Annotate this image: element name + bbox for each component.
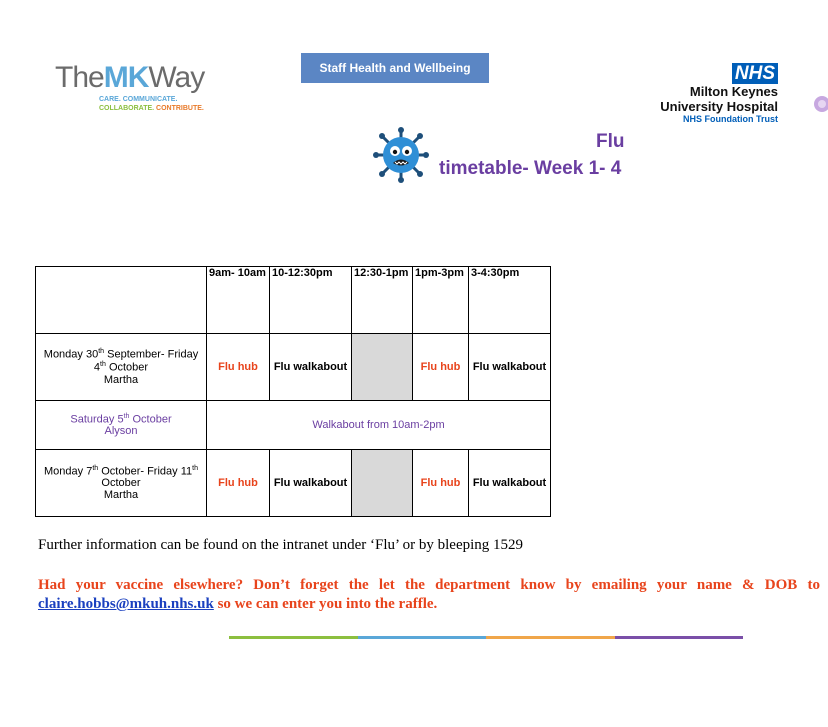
title-line-2: timetable- Week 1- 4 <box>439 158 622 179</box>
slot-cell: Flu walkabout <box>469 334 551 401</box>
header-cell: 3-4:30pm <box>469 267 551 334</box>
further-info-text: Further information can be found on the intranet under ‘Flu’ or by bleeping 1529 <box>38 537 524 553</box>
staff-name: Martha <box>103 489 139 502</box>
table-row <box>36 334 551 401</box>
nhs-badge: NHS <box>732 63 778 84</box>
mkway-logo <box>55 62 215 113</box>
logo-way: Way <box>148 61 205 94</box>
color-divider <box>229 636 743 639</box>
table-header-row <box>36 267 551 334</box>
date-cell: Monday 30th September- Friday 4th October Martha <box>36 334 207 401</box>
table-row <box>36 450 551 517</box>
slot-cell: Flu hub <box>207 450 270 517</box>
slot-cell: Flu hub <box>413 334 469 401</box>
nhs-trust-name-2: University Hospital <box>660 99 778 114</box>
nhs-trust-name-3: NHS Foundation Trust <box>683 114 778 124</box>
logo-tagline-2b: CONTRIBUTE. <box>156 105 204 112</box>
logo-mk: MK <box>103 61 149 94</box>
logo-tagline-1: CARE. COMMUNICATE. <box>99 96 178 103</box>
raffle-notice <box>38 576 820 614</box>
staff-health-banner: Staff Health and Wellbeing <box>301 53 489 83</box>
logo-tagline-2a: COLLABORATE. <box>99 105 155 112</box>
slot-cell: Flu hub <box>207 334 270 401</box>
table-row <box>36 401 551 450</box>
divider-segment <box>615 636 744 639</box>
staff-name: Martha <box>103 373 139 386</box>
slot-cell: Flu walkabout <box>270 450 352 517</box>
email-link[interactable]: claire.hobbs@mkuh.nhs.uk <box>38 596 214 612</box>
slot-cell: Flu walkabout <box>469 450 551 517</box>
lunch-break-cell <box>352 334 413 401</box>
header-cell: 12:30-1pm <box>352 267 413 334</box>
staff-name: Alyson <box>104 425 138 438</box>
header-cell: 10-12:30pm <box>270 267 352 334</box>
notice-text-2: so we can enter you into the raffle. <box>213 596 438 612</box>
walkabout-span-cell: Walkabout from 10am-2pm <box>207 401 551 450</box>
slot-cell: Flu walkabout <box>270 334 352 401</box>
slot-cell: Flu hub <box>413 450 469 517</box>
nhs-logo <box>646 63 778 125</box>
divider-segment <box>486 636 615 639</box>
notice-text-1: Had your vaccine elsewhere? Don’t forget the let the department know by emailing your name & DOB to <box>38 577 820 593</box>
flu-germ-icon <box>372 126 430 189</box>
header-cell: 9am- 10am <box>207 267 270 334</box>
small-germ-icon <box>808 86 828 131</box>
title-line-1: Flu <box>596 131 625 152</box>
logo-the: The <box>55 61 104 94</box>
header-cell: 1pm-3pm <box>413 267 469 334</box>
nhs-trust-name-1: Milton Keynes <box>689 84 778 99</box>
header-cell <box>36 267 207 334</box>
flu-timetable <box>35 266 551 517</box>
date-cell: Saturday 5th October Alyson <box>36 401 207 450</box>
lunch-break-cell <box>352 450 413 517</box>
divider-segment <box>229 636 358 639</box>
date-cell: Monday 7th October- Friday 11th October Martha <box>36 450 207 517</box>
divider-segment <box>358 636 487 639</box>
